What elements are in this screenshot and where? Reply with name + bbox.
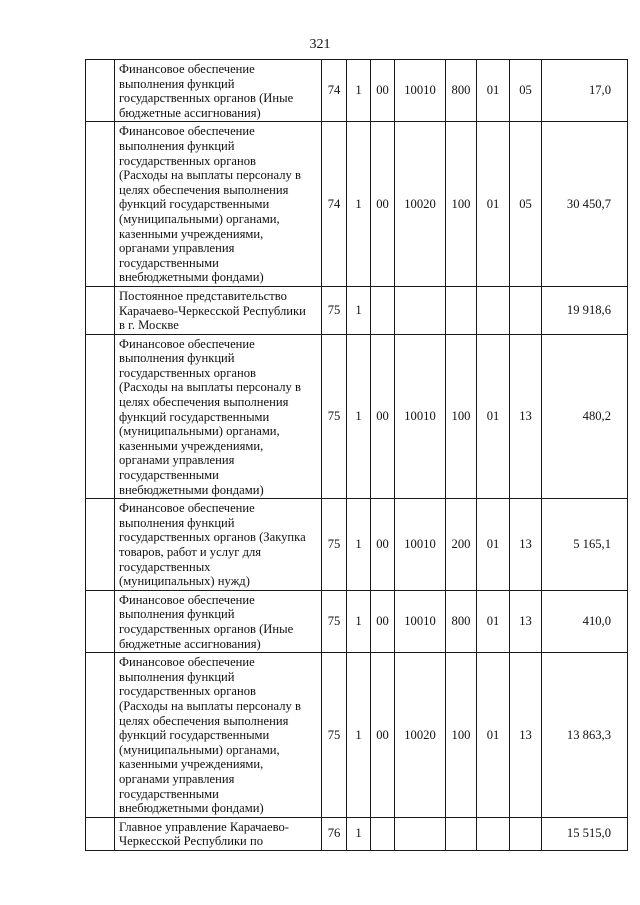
program-code-cell: 1 (347, 122, 371, 287)
item-name-line: (муниципальными) органами, (119, 211, 280, 226)
program-code-cell: 1 (347, 653, 371, 818)
item-name-line: внебюджетными фондами) (119, 482, 264, 497)
expense-type-cell: 100 (446, 653, 477, 818)
direction-code-cell: 10010 (395, 499, 446, 591)
item-name-line: Финансовое обеспечение (119, 655, 255, 670)
subsection-cell (510, 286, 542, 334)
subprogram-code-cell: 00 (371, 122, 395, 287)
item-name-cell (115, 653, 322, 818)
row-number-cell (86, 653, 115, 818)
item-name-line: Финансовое обеспечение (119, 124, 255, 139)
item-name-line: (муниципальными) органами, (119, 742, 280, 757)
expense-type-cell: 100 (446, 334, 477, 499)
item-name-line: органами управления (119, 453, 235, 468)
item-name-cell (115, 122, 322, 287)
row-number-cell (86, 499, 115, 591)
amount-cell: 480,2 (542, 334, 628, 499)
item-name-line: государственных органов (Закупка (119, 530, 306, 545)
direction-code-cell: 10010 (395, 334, 446, 499)
subprogram-code-cell: 00 (371, 60, 395, 122)
item-name-line: органами управления (119, 241, 235, 256)
budget-table-body (86, 60, 628, 851)
ministry-code-cell: 75 (322, 286, 347, 334)
direction-code-cell: 10020 (395, 653, 446, 818)
item-name-line: государственными (119, 255, 219, 270)
amount-cell: 17,0 (542, 60, 628, 122)
subsection-cell: 13 (510, 334, 542, 499)
item-name-line: целях обеспечения выполнения (119, 395, 289, 410)
item-name-cell (115, 334, 322, 499)
direction-code-cell: 10010 (395, 590, 446, 652)
subsection-cell: 05 (510, 122, 542, 287)
table-row (86, 122, 628, 287)
expense-type-cell: 100 (446, 122, 477, 287)
item-name-line: казенными учреждениями, (119, 757, 264, 772)
amount-cell: 15 515,0 (542, 817, 628, 850)
direction-code-cell: 10010 (395, 60, 446, 122)
page-number: 321 (309, 37, 331, 52)
item-name-line: Черкесской Республики по (119, 834, 263, 849)
expense-type-cell: 200 (446, 499, 477, 591)
amount-cell: 410,0 (542, 590, 628, 652)
item-name-line: функций государственными (119, 728, 270, 743)
expense-type-cell: 800 (446, 60, 477, 122)
item-name-line: Финансовое обеспечение (119, 62, 255, 76)
row-number-cell (86, 817, 115, 850)
item-name-line: государственных органов (119, 684, 256, 699)
item-name-line: государственных органов (119, 153, 256, 168)
subsection-cell: 13 (510, 590, 542, 652)
section-cell (477, 286, 510, 334)
ministry-code-cell: 75 (322, 590, 347, 652)
item-name-line: внебюджетными фондами) (119, 801, 264, 816)
amount-cell: 5 165,1 (542, 499, 628, 591)
direction-code-cell: 10020 (395, 122, 446, 287)
subsection-cell: 13 (510, 499, 542, 591)
program-code-cell: 1 (347, 590, 371, 652)
ministry-code-cell: 75 (322, 334, 347, 499)
item-name-line: целях обеспечения выполнения (119, 182, 289, 197)
amount-cell: 13 863,3 (542, 653, 628, 818)
item-name-line: в г. Москве (119, 318, 179, 333)
item-name-line: (муниципальных) нужд) (119, 574, 250, 589)
item-name-line: функций государственными (119, 409, 270, 424)
subprogram-code-cell: 00 (371, 653, 395, 818)
table-row (86, 286, 628, 334)
item-name-line: Финансовое обеспечение (119, 501, 255, 516)
section-cell: 01 (477, 590, 510, 652)
table-row (86, 334, 628, 499)
item-name-cell (115, 590, 322, 652)
item-name-line: государственными (119, 468, 219, 483)
row-number-cell (86, 60, 115, 122)
item-name-line: (муниципальными) органами, (119, 424, 280, 439)
program-code-cell: 1 (347, 817, 371, 850)
item-name-line: Финансовое обеспечение (119, 336, 255, 351)
item-name-cell (115, 60, 322, 122)
section-cell: 01 (477, 122, 510, 287)
section-cell: 01 (477, 499, 510, 591)
item-name-line: выполнения функций (119, 76, 235, 91)
budget-table (85, 59, 628, 851)
program-code-cell: 1 (347, 334, 371, 499)
amount-cell: 19 918,6 (542, 286, 628, 334)
item-name-line: Финансовое обеспечение (119, 592, 255, 607)
item-name-line: выполнения функций (119, 138, 235, 153)
table-row (86, 590, 628, 652)
subsection-cell: 13 (510, 653, 542, 818)
item-name-line: (Расходы на выплаты персоналу в (119, 380, 301, 395)
item-name-line: функций государственными (119, 197, 270, 212)
section-cell: 01 (477, 653, 510, 818)
ministry-code-cell: 74 (322, 60, 347, 122)
section-cell: 01 (477, 334, 510, 499)
item-name-cell (115, 286, 322, 334)
item-name-line: государственных органов (Иные (119, 91, 294, 106)
item-name-line: Постоянное представительство (119, 288, 287, 303)
item-name-line: бюджетные ассигнования) (119, 636, 261, 651)
row-number-cell (86, 122, 115, 287)
item-name-line: государственных (119, 559, 211, 574)
table-row (86, 499, 628, 591)
subprogram-code-cell: 00 (371, 499, 395, 591)
item-name-line: казенными учреждениями, (119, 438, 264, 453)
item-name-cell (115, 499, 322, 591)
item-name-line: органами управления (119, 771, 235, 786)
item-name-line: казенными учреждениями, (119, 226, 264, 241)
item-name-line: товаров, работ и услуг для (119, 545, 262, 559)
item-name-line: внебюджетными фондами) (119, 270, 264, 285)
subsection-cell (510, 817, 542, 850)
program-code-cell: 1 (347, 286, 371, 334)
ministry-code-cell: 75 (322, 653, 347, 818)
item-name-line: (Расходы на выплаты персоналу в (119, 698, 301, 713)
subsection-cell: 05 (510, 60, 542, 122)
section-cell (477, 817, 510, 850)
ministry-code-cell: 75 (322, 499, 347, 591)
ministry-code-cell: 76 (322, 817, 347, 850)
row-number-cell (86, 590, 115, 652)
table-row (86, 653, 628, 818)
direction-code-cell (395, 817, 446, 850)
item-name-line: Карачаево-Черкесской Республики (119, 303, 306, 318)
expense-type-cell (446, 817, 477, 850)
item-name-line: выполнения функций (119, 607, 235, 622)
item-name-line: государственных органов (Иные (119, 621, 294, 636)
item-name-line: выполнения функций (119, 669, 235, 684)
item-name-line: Главное управление Карачаево- (119, 819, 289, 834)
item-name-line: выполнения функций (119, 515, 235, 530)
table-row (86, 60, 628, 122)
item-name-line: государственными (119, 786, 219, 801)
item-name-line: выполнения функций (119, 351, 235, 366)
section-cell: 01 (477, 60, 510, 122)
program-code-cell: 1 (347, 499, 371, 591)
ministry-code-cell: 74 (322, 122, 347, 287)
program-code-cell: 1 (347, 60, 371, 122)
expense-type-cell: 800 (446, 590, 477, 652)
item-name-line: целях обеспечения выполнения (119, 713, 289, 728)
item-name-line: бюджетные ассигнования) (119, 105, 261, 120)
table-row (86, 817, 628, 850)
amount-cell: 30 450,7 (542, 122, 628, 287)
row-number-cell (86, 334, 115, 499)
subprogram-code-cell (371, 286, 395, 334)
subprogram-code-cell: 00 (371, 590, 395, 652)
expense-type-cell (446, 286, 477, 334)
row-number-cell (86, 286, 115, 334)
item-name-line: государственных органов (119, 365, 256, 380)
subprogram-code-cell (371, 817, 395, 850)
direction-code-cell (395, 286, 446, 334)
subprogram-code-cell: 00 (371, 334, 395, 499)
item-name-cell (115, 817, 322, 850)
item-name-line: (Расходы на выплаты персоналу в (119, 168, 301, 183)
